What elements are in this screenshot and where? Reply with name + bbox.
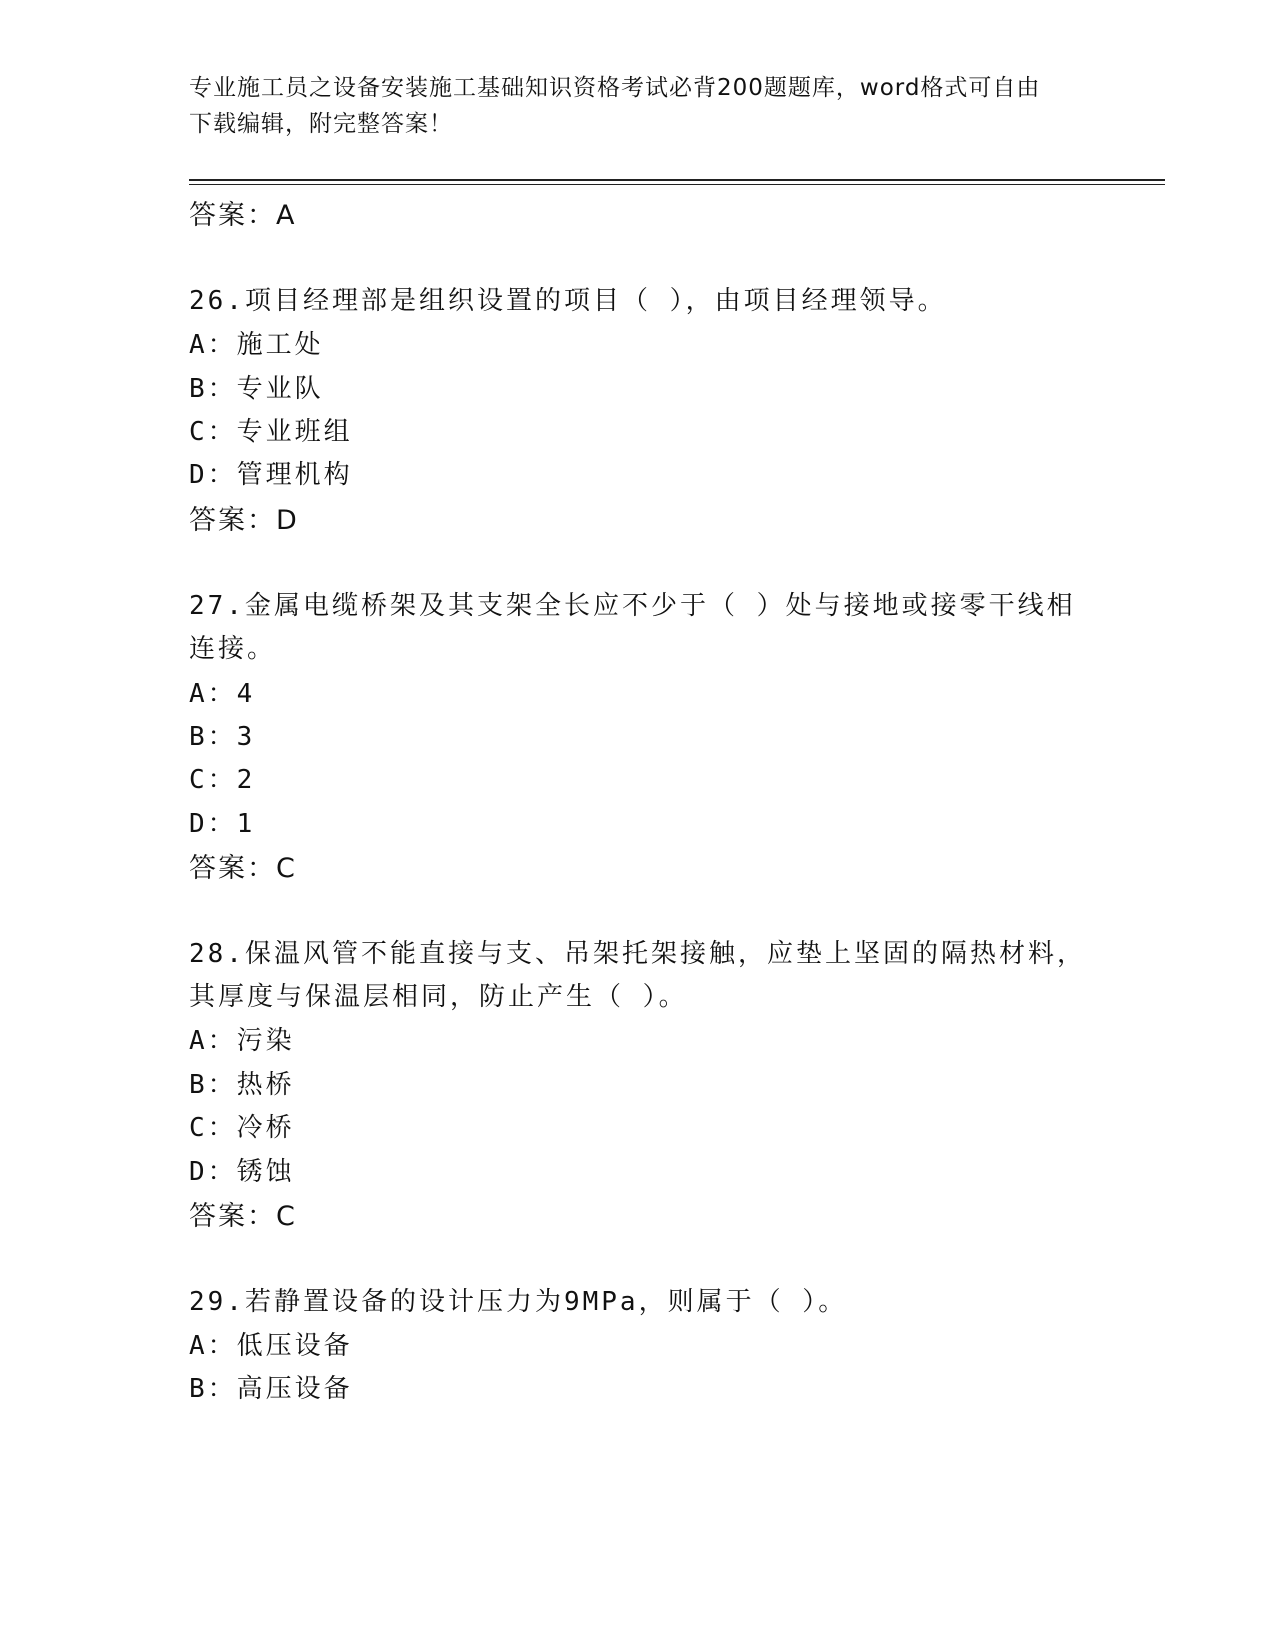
question-28-option-a: A：污染 xyxy=(189,1026,295,1056)
question-26-option-a: A：施工处 xyxy=(189,330,324,360)
question-29-option-a: A：低压设备 xyxy=(189,1331,353,1361)
header-rule-thick xyxy=(189,179,1165,181)
question-27-option-d: D：1 xyxy=(189,809,256,839)
header-line-2: 下载编辑，附完整答案！ xyxy=(189,111,453,137)
question-27-option-c: C：2 xyxy=(189,765,256,795)
question-27-stem-line-1: 27.金属电缆桥架及其支架全长应不少于（ ）处与接地或接零干线相 xyxy=(189,591,1076,621)
question-29-option-b: B：高压设备 xyxy=(189,1374,353,1404)
question-28-option-d: D：锈蚀 xyxy=(189,1157,295,1187)
question-28-option-c: C：冷桥 xyxy=(189,1113,295,1143)
previous-answer: 答案：A xyxy=(189,200,297,231)
question-26-answer: 答案：D xyxy=(189,505,299,536)
question-28-option-b: B：热桥 xyxy=(189,1070,295,1100)
question-27-answer: 答案：C xyxy=(189,853,297,884)
question-29-stem: 29.若静置设备的设计压力为9MPa，则属于（ ）。 xyxy=(189,1287,848,1317)
question-27-option-a: A：4 xyxy=(189,679,256,709)
question-28-stem-line-1: 28.保温风管不能直接与支、吊架托架接触，应垫上坚固的隔热材料， xyxy=(189,939,1086,969)
header-rule-thin xyxy=(189,184,1165,185)
question-28-answer: 答案：C xyxy=(189,1201,297,1232)
question-26-stem: 26.项目经理部是组织设置的项目（ ），由项目经理领导。 xyxy=(189,286,947,316)
header-line-1: 专业施工员之设备安装施工基础知识资格考试必背200题题库，word格式可自由 xyxy=(189,75,1041,101)
question-27-stem-line-2: 连接。 xyxy=(189,634,277,664)
question-26-option-d: D：管理机构 xyxy=(189,460,353,490)
question-28-stem-line-2: 其厚度与保温层相同，防止产生（ ）。 xyxy=(189,982,688,1012)
question-26-option-b: B：专业队 xyxy=(189,374,324,404)
question-26-option-c: C：专业班组 xyxy=(189,417,353,447)
document-header xyxy=(189,70,1089,142)
question-27-option-b: B：3 xyxy=(189,722,256,752)
